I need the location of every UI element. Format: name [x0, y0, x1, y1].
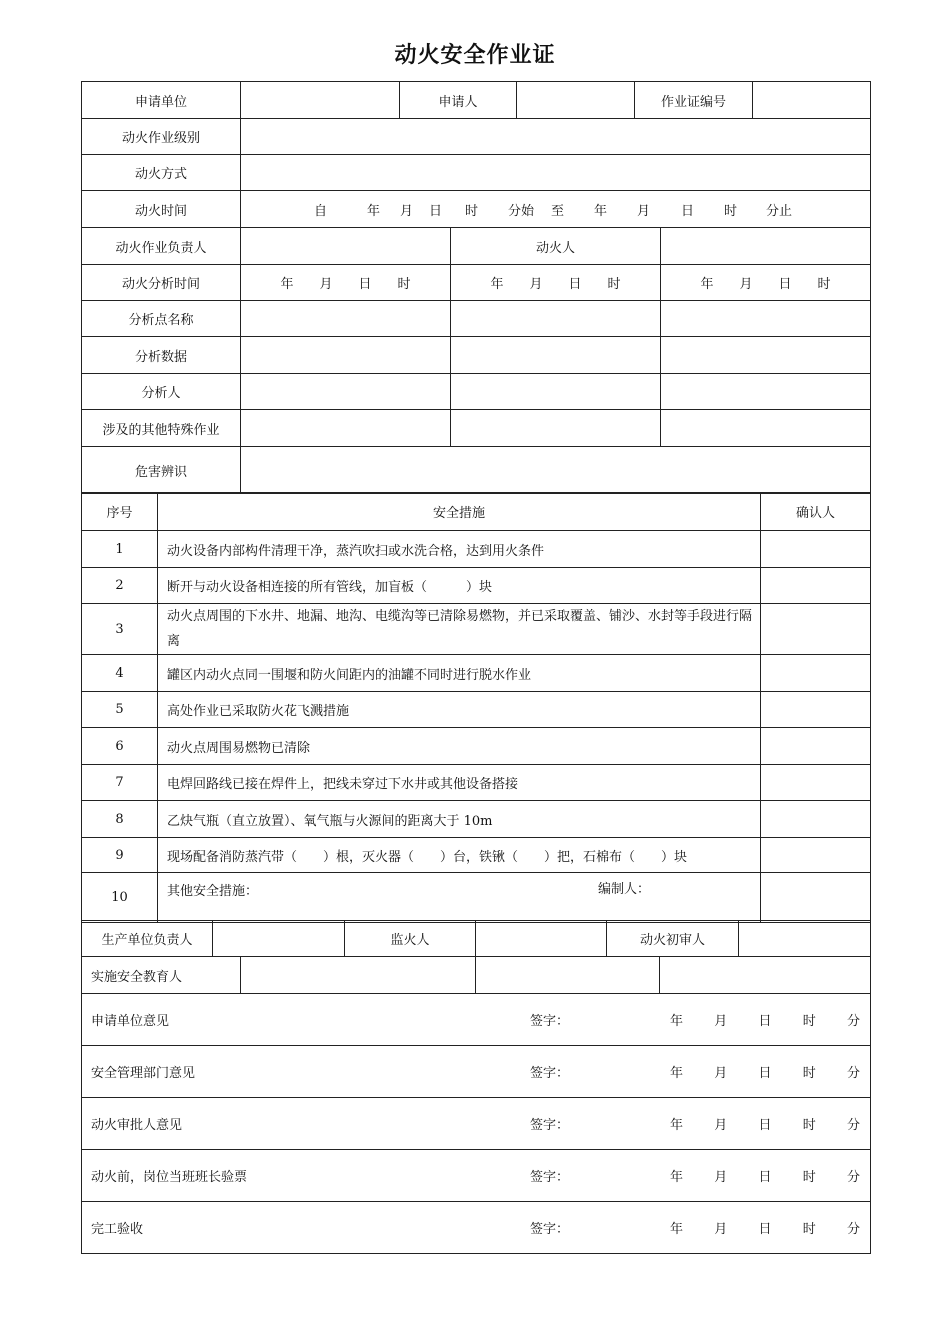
level-field[interactable]	[241, 119, 871, 155]
time-to-month: 月	[637, 203, 651, 219]
safety-edu-table	[81, 956, 871, 994]
confirm-field[interactable]	[761, 604, 871, 655]
minute: 分	[846, 1222, 860, 1237]
measure-no: 8	[82, 801, 158, 838]
analysis-data-field-2[interactable]	[451, 337, 661, 374]
measure-no: 3	[82, 604, 158, 655]
measure-no: 4	[82, 655, 158, 692]
confirm-field[interactable]	[761, 531, 871, 568]
operator-label: 动火人	[451, 228, 661, 265]
analysis-point-field-3[interactable]	[661, 301, 871, 337]
month: 月	[319, 277, 333, 292]
minute: 分	[846, 1170, 860, 1185]
analysis-data-field-1[interactable]	[241, 337, 451, 374]
analyst-field-3[interactable]	[661, 374, 871, 410]
measure-text: 现场配备消防蒸汽带（ ）根，灭火器（ ）台，铁锹（ ）把，石棉布（ ）块	[158, 838, 761, 873]
measure-text: 乙炔气瓶（直立放置）、氧气瓶与火源间的距离大于 10m	[158, 801, 761, 838]
analysis-point-field-1[interactable]	[241, 301, 451, 337]
page-title: 动火安全作业证	[394, 42, 556, 68]
day: 日	[758, 1066, 772, 1081]
hazard-label: 危害辨识	[82, 447, 241, 494]
opinion-row[interactable]	[82, 994, 871, 1046]
col-no-header: 序号	[82, 493, 158, 531]
opinion-label: 完工验收	[91, 1222, 144, 1237]
day: 日	[758, 1222, 772, 1237]
confirm-field[interactable]	[761, 765, 871, 801]
analyst-label: 分析人	[82, 374, 241, 410]
col-measure-header: 安全措施	[158, 493, 761, 531]
measure-no: 5	[82, 692, 158, 728]
applicant-unit-field[interactable]	[241, 82, 400, 119]
hazard-field[interactable]	[241, 447, 871, 494]
safety-measures-table	[81, 492, 871, 923]
col-confirm-header: 确认人	[761, 493, 871, 531]
measure-text: 罐区内动火点同一围堰和防火间距内的油罐不同时进行脱水作业	[158, 655, 761, 692]
opinion-row[interactable]	[82, 1098, 871, 1150]
opinions-table	[81, 993, 871, 1254]
measure-text: 其他安全措施：	[167, 884, 259, 899]
year: 年	[670, 1222, 684, 1237]
permit-header-table	[81, 81, 871, 228]
time-to: 至	[551, 203, 565, 219]
method-field[interactable]	[241, 155, 871, 191]
safety-edu-label: 实施安全教育人	[82, 957, 241, 994]
other-special-field-3[interactable]	[661, 410, 871, 447]
measure-no: 1	[82, 531, 158, 568]
time-from-day: 日	[429, 203, 443, 219]
year: 年	[670, 1118, 684, 1133]
opinion-label: 申请单位意见	[91, 1014, 170, 1029]
day: 日	[758, 1014, 772, 1029]
level-label: 动火作业级别	[82, 119, 241, 155]
year: 年	[700, 277, 714, 292]
confirm-field[interactable]	[761, 873, 871, 923]
safety-edu-field-3[interactable]	[660, 957, 871, 994]
analyst-field-1[interactable]	[241, 374, 451, 410]
minute: 分	[846, 1014, 860, 1029]
month: 月	[714, 1170, 728, 1185]
day: 日	[778, 277, 792, 292]
applicant-field[interactable]	[517, 82, 635, 119]
opinion-row[interactable]	[82, 1046, 871, 1098]
prod-leader-field[interactable]	[213, 921, 345, 957]
opinion-row[interactable]	[82, 1150, 871, 1202]
year: 年	[670, 1014, 684, 1029]
time-from-month: 月	[400, 203, 414, 219]
measure-text: 动火点周围的下水井、地漏、地沟、电缆沟等已清除易燃物，并已采取覆盖、铺沙、水封等手段进行隔离	[158, 604, 761, 655]
confirm-field[interactable]	[761, 801, 871, 838]
confirm-field[interactable]	[761, 692, 871, 728]
analysis-point-label: 分析点名称	[82, 301, 241, 337]
initial-review-field[interactable]	[739, 921, 871, 957]
time-to-year: 年	[594, 203, 608, 219]
initial-review-label: 动火初审人	[607, 921, 739, 957]
fire-watch-label: 监火人	[345, 921, 476, 957]
analysis-time-field-1[interactable]	[241, 265, 451, 301]
day: 日	[568, 277, 582, 292]
permit-people-table	[81, 227, 871, 494]
sign-label: 签字：	[530, 1118, 570, 1133]
analyst-field-2[interactable]	[451, 374, 661, 410]
time-to-minute: 分止	[766, 203, 793, 219]
analysis-time-field-2[interactable]	[451, 265, 661, 301]
day: 日	[358, 277, 372, 292]
month: 月	[739, 277, 753, 292]
sign-label: 签字：	[530, 1014, 570, 1029]
day: 日	[758, 1170, 772, 1185]
leader-label: 动火作业负责人	[82, 228, 241, 265]
opinion-label: 安全管理部门意见	[91, 1066, 196, 1081]
sign-label: 签字：	[530, 1066, 570, 1081]
time-from-hour: 时	[465, 203, 479, 219]
fire-watch-field[interactable]	[476, 921, 607, 957]
sign-label: 签字：	[530, 1222, 570, 1237]
time-from-minute: 分始	[508, 203, 535, 219]
safety-edu-field-1[interactable]	[241, 957, 476, 994]
confirm-field[interactable]	[761, 655, 871, 692]
prod-leader-label: 生产单位负责人	[82, 921, 213, 957]
measure-no: 7	[82, 765, 158, 801]
measure-text: 电焊回路线已接在焊件上，把线未穿过下水井或其他设备搭接	[158, 765, 761, 801]
minute: 分	[846, 1066, 860, 1081]
year: 年	[670, 1066, 684, 1081]
measure-text: 高处作业已采取防火花飞溅措施	[158, 692, 761, 728]
other-special-field-1[interactable]	[241, 410, 451, 447]
month: 月	[529, 277, 543, 292]
applicant-unit-label: 申请单位	[82, 82, 241, 119]
time-from: 自	[314, 203, 328, 219]
measure-no: 10	[82, 873, 158, 923]
hour: 时	[817, 277, 831, 292]
minute: 分	[846, 1118, 860, 1133]
method-label: 动火方式	[82, 155, 241, 191]
hour: 时	[802, 1222, 816, 1237]
analysis-time-label: 动火分析时间	[82, 265, 241, 301]
analysis-point-field-2[interactable]	[451, 301, 661, 337]
time-to-day: 日	[681, 203, 695, 219]
hour: 时	[607, 277, 621, 292]
year: 年	[280, 277, 294, 292]
year: 年	[670, 1170, 684, 1185]
measure-text: 动火点周围易燃物已清除	[158, 728, 761, 765]
leader-field[interactable]	[241, 228, 451, 265]
month: 月	[714, 1222, 728, 1237]
analysis-data-field-3[interactable]	[661, 337, 871, 374]
year: 年	[490, 277, 504, 292]
confirm-field[interactable]	[761, 568, 871, 604]
hour: 时	[802, 1170, 816, 1185]
other-special-field-2[interactable]	[451, 410, 661, 447]
measure-text: 断开与动火设备相连接的所有管线，加盲板（ ）块	[158, 568, 761, 604]
other-measures-field[interactable]	[158, 873, 761, 923]
sign-label: 签字：	[530, 1170, 570, 1185]
opinion-row[interactable]	[82, 1202, 871, 1254]
compiler-label: 编制人：	[597, 882, 650, 897]
operator-field[interactable]	[661, 228, 871, 265]
measure-no: 6	[82, 728, 158, 765]
month: 月	[714, 1118, 728, 1133]
analysis-data-label: 分析数据	[82, 337, 241, 374]
hour: 时	[802, 1066, 816, 1081]
month: 月	[714, 1066, 728, 1081]
day: 日	[758, 1118, 772, 1133]
time-to-hour: 时	[724, 203, 738, 219]
time-label: 动火时间	[82, 191, 241, 228]
measure-no: 2	[82, 568, 158, 604]
time-range-field[interactable]	[241, 191, 871, 228]
permit-no-label: 作业证编号	[635, 82, 753, 119]
permit-no-field[interactable]	[753, 82, 871, 119]
safety-edu-field-2[interactable]	[476, 957, 660, 994]
opinion-label: 动火前，岗位当班班长验票	[91, 1170, 248, 1185]
hour: 时	[802, 1118, 816, 1133]
measure-no: 9	[82, 838, 158, 873]
month: 月	[714, 1014, 728, 1029]
opinion-label: 动火审批人意见	[91, 1118, 183, 1133]
analysis-time-field-3[interactable]	[661, 265, 871, 301]
confirm-field[interactable]	[761, 728, 871, 765]
measure-text: 动火设备内部构件清理干净，蒸汽吹扫或水洗合格，达到用火条件	[158, 531, 761, 568]
people-table	[81, 920, 871, 957]
other-special-label: 涉及的其他特殊作业	[82, 410, 241, 447]
hour: 时	[802, 1014, 816, 1029]
applicant-label: 申请人	[400, 82, 517, 119]
time-from-year: 年	[367, 203, 381, 219]
confirm-field[interactable]	[761, 838, 871, 873]
hour: 时	[397, 277, 411, 292]
